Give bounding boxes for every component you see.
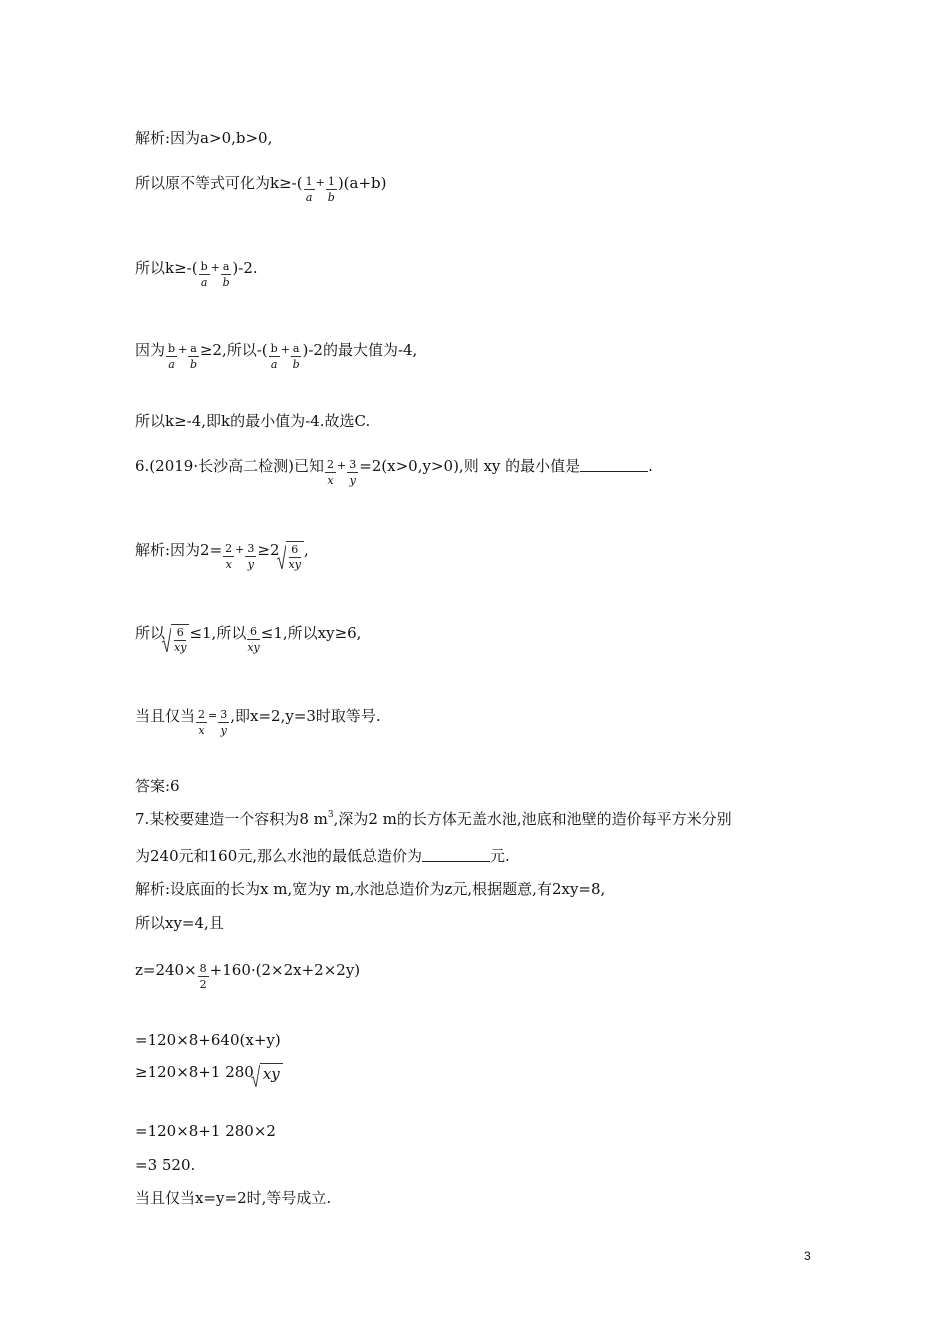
- page-number: 3: [804, 1249, 811, 1263]
- fraction: $\frac{2}{x}$: [225, 542, 233, 571]
- analysis-line-3: 所以k≥-( $\frac{b}{a}$ + $\frac{a}{b}$ )-2.: [135, 259, 258, 289]
- answer-blank: [422, 847, 490, 862]
- analysis-line-5: 所以k≥-4,即k的最小值为-4.故选C.: [135, 412, 371, 430]
- fraction: $\frac{3}{y}$: [247, 542, 255, 571]
- analysis-line-2: 所以原不等式可化为k≥-( $\frac{1}{a}$ + $\frac{1}{b}$ )(a+b): [135, 174, 387, 204]
- analysis-q7-line-7: =3 520.: [135, 1156, 196, 1174]
- fraction: $\frac{1}{a}$: [305, 175, 313, 204]
- analysis-q7-line-8: 当且仅当x=y=2时,等号成立.: [135, 1189, 332, 1207]
- fraction: $\frac{a}{b}$: [292, 342, 300, 371]
- analysis-q7-line-4: =120×8+640(x+y): [135, 1031, 281, 1049]
- fraction: $\frac{b}{a}$: [200, 260, 208, 289]
- fraction: $\frac{2}{x}$: [198, 708, 206, 737]
- analysis-q6-line-3: 当且仅当 $\frac{2}{x}$ = $\frac{3}{y}$ ,即x=2,y=3时取等号.: [135, 707, 381, 737]
- fraction: $\frac{1}{b}$: [327, 175, 335, 204]
- radical-sign-icon: [251, 1065, 260, 1087]
- answer-blank: [580, 457, 648, 472]
- question-6: 6.(2019·长沙高二检测)已知 $\frac{2}{x}$ + $\frac{3}{y}$ =2(x>0,y>0),则 xy 的最小值是 .: [135, 457, 653, 487]
- square-root: $\frac{6}{xy}$: [286, 541, 304, 571]
- fraction: $\frac{6}{xy}$: [247, 625, 260, 654]
- radical-sign-icon: [162, 628, 171, 652]
- analysis-q7-line-5: ≥120×8+1 280 xy: [135, 1063, 283, 1082]
- fraction: $\frac{b}{a}$: [168, 342, 176, 371]
- analysis-q7-line-3: z=240× $\frac{8}{2}$ +160·(2×2x+2×2y): [135, 961, 361, 991]
- fraction: $\frac{a}{b}$: [190, 342, 198, 371]
- fraction: $\frac{8}{2}$: [199, 962, 207, 991]
- fraction: $\frac{3}{y}$: [220, 708, 228, 737]
- analysis-q7-line-1: 解析:设底面的长为x m,宽为y m,水池总造价为z元,根据题意,有2xy=8,: [135, 880, 606, 898]
- analysis-line-4: 因为 $\frac{b}{a}$ + $\frac{a}{b}$ ≥2,所以-( $\frac{b}{a}$ + $\frac{a}{b}$ )-2的最大值为-4,: [135, 341, 418, 371]
- question-7-line-1: 7.某校要建造一个容积为8 m3,深为2 m的长方体无盖水池,池底和池壁的造价每平方米分别: [135, 810, 732, 828]
- analysis-q7-line-2: 所以xy=4,且: [135, 914, 224, 932]
- analysis-q6-line-1: 解析:因为2= $\frac{2}{x}$ + $\frac{3}{y}$ ≥2 $\frac{6}{xy}$ ,: [135, 541, 309, 571]
- answer-q6: 答案:6: [135, 777, 180, 795]
- fraction: $\frac{b}{a}$: [270, 342, 278, 371]
- question-7-line-2: 为240元和160元,那么水池的最低总造价为 元.: [135, 847, 510, 865]
- square-root: $\frac{6}{xy}$: [171, 624, 189, 654]
- analysis-line-1: 解析:因为a>0,b>0,: [135, 129, 273, 147]
- fraction: $\frac{2}{x}$: [326, 458, 334, 487]
- analysis-q6-line-2: 所以 $\frac{6}{xy}$ ≤1,所以 $\frac{6}{xy}$ ≤1,所以xy≥6,: [135, 624, 362, 654]
- square-root: xy: [260, 1063, 283, 1082]
- radical-sign-icon: [277, 545, 286, 569]
- fraction: $\frac{3}{y}$: [349, 458, 357, 487]
- analysis-q7-line-6: =120×8+1 280×2: [135, 1122, 276, 1140]
- fraction: $\frac{a}{b}$: [222, 260, 230, 289]
